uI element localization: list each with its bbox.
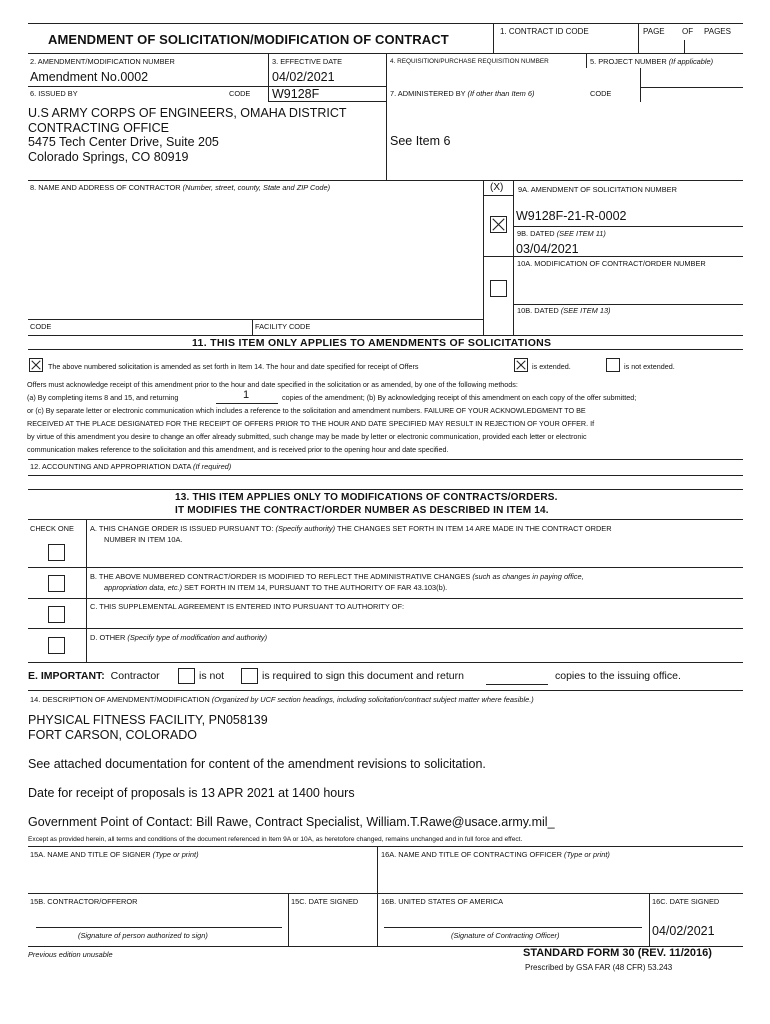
- not-extended-checkbox[interactable]: [606, 358, 620, 372]
- solicitation-checkbox[interactable]: [490, 216, 507, 233]
- officer-date-label: 16C. DATE SIGNED: [652, 897, 720, 906]
- issued-code-value[interactable]: W9128F: [272, 87, 320, 101]
- not-extended-label: is not extended.: [624, 362, 675, 371]
- facility-code-label: FACILITY CODE: [255, 322, 311, 331]
- item-11-line2: Offers must acknowledge receipt of this amendment prior to the hour and date specified in the solicitation or as amended, by one of the following methods:: [27, 380, 518, 389]
- dated-10b-label: 10B. DATED (SEE ITEM 13): [517, 306, 611, 315]
- x-column-label: (X): [490, 182, 504, 193]
- amendment-number-label: 2. AMENDMENT/MODIFICATION NUMBER: [30, 57, 175, 66]
- item-11-line3b: copies of the amendment; (b) By acknowledging receipt of this amendment on each copy of the offer submitted;: [282, 393, 637, 402]
- important-row: E. IMPORTANT: Contractor: [28, 670, 160, 682]
- usa-label: 16B. UNITED STATES OF AMERICA: [381, 897, 504, 906]
- item-11-line7: communication makes reference to the solicitation and this amendment, and is received prior to the opening hour and date specified.: [27, 445, 449, 454]
- issuer-line: CONTRACTING OFFICE: [28, 120, 169, 135]
- amended-checkbox[interactable]: [29, 358, 43, 372]
- effective-date-value[interactable]: 04/02/2021: [272, 70, 335, 84]
- option-a-checkbox[interactable]: [48, 544, 65, 561]
- option-b-checkbox[interactable]: [48, 575, 65, 592]
- check-one-label: CHECK ONE: [30, 524, 74, 533]
- description-line-5: Government Point of Contact: Bill Rawe, Contract Specialist, William.T.Rawe@usace.army.mil_: [28, 815, 555, 829]
- option-c-checkbox[interactable]: [48, 606, 65, 623]
- contract-id-label: 1. CONTRACT ID CODE: [500, 27, 589, 36]
- officer-date-value[interactable]: 04/02/2021: [652, 924, 715, 938]
- admin-code-label: CODE: [590, 89, 612, 98]
- item-13-heading-1: 13. THIS ITEM APPLIES ONLY TO MODIFICATIONS OF CONTRACTS/ORDERS.: [175, 492, 558, 503]
- issuer-line: Colorado Springs, CO 80919: [28, 149, 189, 164]
- description-project: [28, 713, 268, 742]
- form-name: STANDARD FORM 30 (REV. 11/2016): [523, 947, 712, 959]
- officer-signature-caption: (Signature of Contracting Officer): [451, 931, 560, 940]
- accounting-label: 12. ACCOUNTING AND APPROPRIATION DATA (If required): [30, 462, 232, 471]
- dated-9b-label: 9B. DATED (SEE ITEM 11): [517, 229, 606, 238]
- copies-label: copies to the issuing office.: [555, 670, 681, 682]
- administered-by-value[interactable]: See Item 6: [390, 134, 451, 148]
- issuer-line: 5475 Tech Center Drive, Suite 205: [28, 135, 219, 149]
- prescribed-by: Prescribed by GSA FAR (48 CFR) 53.243: [525, 963, 673, 972]
- solicitation-number-value[interactable]: W9128F-21-R-0002: [516, 209, 627, 223]
- administered-by-label: 7. ADMINISTERED BY (If other than Item 6): [390, 89, 535, 98]
- contractor-label: 8. NAME AND ADDRESS OF CONTRACTOR (Number, street, county, State and ZIP Code): [30, 183, 331, 192]
- item-11-line4: or (c) By separate letter or electronic communication which includes a reference to the solicitation and amendment numbers. FAILURE OF YOUR ACKNOWLEDGMENT TO BE: [27, 406, 586, 415]
- description-line: FORT CARSON, COLORADO: [28, 727, 198, 742]
- contractor-code-label: CODE: [30, 322, 52, 331]
- signer-name-label: 15A. NAME AND TITLE OF SIGNER (Type or print): [30, 850, 199, 859]
- issued-by-label: 6. ISSUED BY: [30, 89, 78, 98]
- requisition-label: 4. REQUISITION/PURCHASE REQUISITION NUMBER: [390, 58, 549, 65]
- is-not-checkbox[interactable]: [178, 668, 195, 684]
- is-not-label: is not: [199, 670, 225, 682]
- item-11-line3a: (a) By completing items 8 and 15, and returning: [27, 393, 179, 402]
- issued-code-label: CODE: [229, 89, 251, 98]
- item-13-heading-2: IT MODIFIES THE CONTRACT/ORDER NUMBER AS DESCRIBED IN ITEM 14.: [175, 505, 549, 516]
- pages-label: PAGES: [704, 27, 731, 36]
- description-label: 14. DESCRIPTION OF AMENDMENT/MODIFICATION (Organized by UCF section headings, including solicitation/contract subject matter where feasible.): [30, 695, 534, 704]
- extended-checkbox[interactable]: [514, 358, 528, 372]
- check-x-icon: [491, 217, 506, 232]
- project-number-label: 5. PROJECT NUMBER (If applicable): [590, 57, 714, 66]
- option-c-text: C. THIS SUPPLEMENTAL AGREEMENT IS ENTERED INTO PURSUANT TO AUTHORITY OF:: [90, 602, 405, 611]
- of-label: OF: [682, 27, 694, 36]
- amendment-number-value[interactable]: Amendment No.0002: [30, 70, 149, 84]
- issuer-line: U.S ARMY CORPS OF ENGINEERS, OMAHA DISTRICT: [28, 106, 347, 120]
- description-line-3: See attached documentation for content of the amendment revisions to solicitation.: [28, 757, 486, 771]
- terms-statement: Except as provided herein, all terms and conditions of the document referenced in Item 9A or 10A, as heretofore changed, remains unchanged and in full force and effect.: [28, 836, 523, 843]
- item-11-line5: RECEIVED AT THE PLACE DESIGNATED FOR THE RECEIPT OF OFFERS PRIOR TO THE HOUR AND DATE SPECIFIED MAY RESULT IN REJECTION OF YOUR OFFER. If: [27, 419, 595, 428]
- page-label: PAGE: [643, 27, 665, 36]
- description-line: PHYSICAL FITNESS FACILITY, PN058139: [28, 713, 268, 727]
- check-x-icon: [515, 359, 527, 371]
- modification-checkbox[interactable]: [490, 280, 507, 297]
- item-11-line6: by virtue of this amendment you desire to change an offer already submitted, such change may be made by letter or electronic communication, provided each letter or electronic: [27, 432, 587, 441]
- check-x-icon: [30, 359, 42, 371]
- description-line-4: Date for receipt of proposals is 13 APR 2021 at 1400 hours: [28, 786, 355, 800]
- option-b-text: B. THE ABOVE NUMBERED CONTRACT/ORDER IS MODIFIED TO REFLECT THE ADMINISTRATIVE CHANGES (such as changes in paying office,: [90, 572, 584, 581]
- effective-date-label: 3. EFFECTIVE DATE: [272, 57, 343, 66]
- dated-9b-value[interactable]: 03/04/2021: [516, 242, 579, 256]
- option-d-text: D. OTHER (Specify type of modification and authority): [90, 633, 268, 642]
- copies-count-value[interactable]: 1: [243, 389, 250, 401]
- is-required-label: is required to sign this document and return: [262, 670, 464, 682]
- issuer-address[interactable]: [28, 106, 347, 164]
- contractor-offeror-label: 15B. CONTRACTOR/OFFEROR: [30, 897, 138, 906]
- option-d-checkbox[interactable]: [48, 637, 65, 654]
- contractor-signature-caption: (Signature of person authorized to sign): [78, 931, 208, 940]
- item-11-heading: 11. THIS ITEM ONLY APPLIES TO AMENDMENTS OF SOLICITATIONS: [192, 337, 552, 349]
- form-title: AMENDMENT OF SOLICITATION/MODIFICATION OF CONTRACT: [48, 32, 449, 47]
- solicitation-number-label: 9A. AMENDMENT OF SOLICITATION NUMBER: [518, 185, 677, 194]
- previous-edition-note: Previous edition unusable: [28, 950, 113, 959]
- officer-name-label: 16A. NAME AND TITLE OF CONTRACTING OFFICER (Type or print): [381, 850, 610, 859]
- modification-number-label: 10A. MODIFICATION OF CONTRACT/ORDER NUMBER: [517, 259, 706, 268]
- item-11-line1: The above numbered solicitation is amended as set forth in Item 14. The hour and date specified for receipt of Offers: [48, 362, 419, 371]
- is-required-checkbox[interactable]: [241, 668, 258, 684]
- option-b-text-2: appropriation data, etc.) SET FORTH IN ITEM 14, PURSUANT TO THE AUTHORITY OF FAR 43.103(b).: [104, 583, 448, 592]
- contractor-date-label: 15C. DATE SIGNED: [291, 897, 359, 906]
- option-a-text: A. THIS CHANGE ORDER IS ISSUED PURSUANT TO: (Specify authority) THE CHANGES SET FORTH IN ITEM 14 ARE MADE IN THE CONTRACT ORDER: [90, 524, 612, 533]
- option-a-text-2: NUMBER IN ITEM 10A.: [104, 535, 183, 544]
- extended-label: is extended.: [532, 362, 571, 371]
